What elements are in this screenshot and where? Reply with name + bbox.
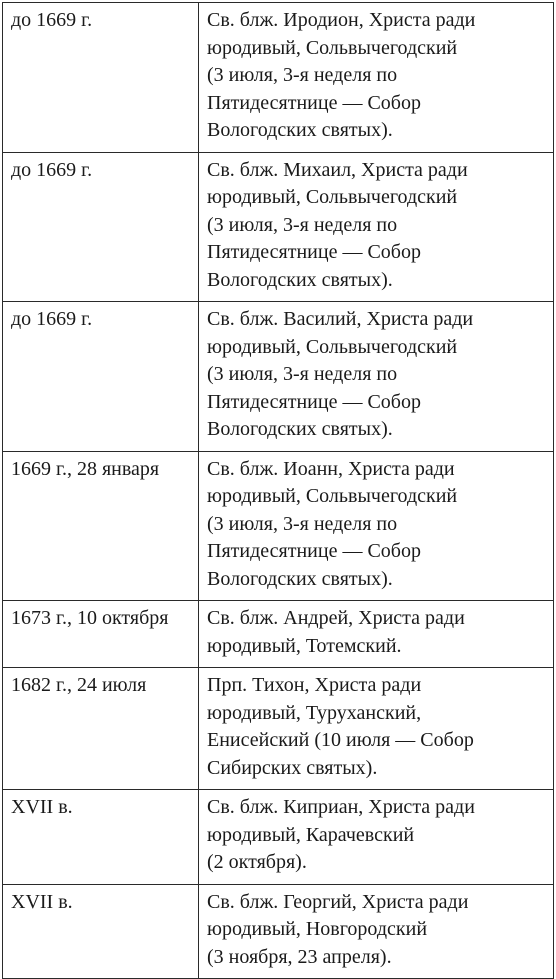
table-row <box>3 451 554 601</box>
date-cell: 1669 г., 28 января <box>3 451 199 601</box>
table-row <box>3 3 554 153</box>
table-row <box>3 668 554 790</box>
table-row <box>3 152 554 302</box>
table-row <box>3 601 554 668</box>
description-cell: Св. блж. Киприан, Христа ради юродивый, Карачевский (2 октября). <box>199 790 554 885</box>
date-cell: до 1669 г. <box>3 152 199 302</box>
saints-table <box>2 2 554 979</box>
date-cell: до 1669 г. <box>3 3 199 153</box>
table-row <box>3 790 554 885</box>
description-cell: Св. блж. Иоанн, Христа ради юродивый, Сольвычегодский (3 июля, 3-я неделя по Пятидесятнице — Собор Вологодских святых). <box>199 451 554 601</box>
description-cell: Св. блж. Михаил, Христа ради юродивый, Сольвычегодский (3 июля, 3-я неделя по Пятидесятнице — Собор Вологодских святых). <box>199 152 554 302</box>
description-cell: Св. блж. Иродион, Христа ради юродивый, Сольвычегодский (3 июля, 3-я неделя по Пятидесятнице — Собор Вологодских святых). <box>199 3 554 153</box>
description-cell: Св. блж. Андрей, Христа ради юродивый, Тотемский. <box>199 601 554 668</box>
table-row <box>3 884 554 979</box>
date-cell: XVII в. <box>3 884 199 979</box>
table-row <box>3 302 554 452</box>
date-cell: до 1669 г. <box>3 302 199 452</box>
date-cell: 1673 г., 10 октября <box>3 601 199 668</box>
date-cell: XVII в. <box>3 790 199 885</box>
description-cell: Св. блж. Василий, Христа ради юродивый, Сольвычегодский (3 июля, 3-я неделя по Пятидесятнице — Собор Вологодских святых). <box>199 302 554 452</box>
date-cell: 1682 г., 24 июля <box>3 668 199 790</box>
description-cell: Св. блж. Георгий, Христа ради юродивый, Новгородский (3 ноября, 23 апреля). <box>199 884 554 979</box>
description-cell: Прп. Тихон, Христа ради юродивый, Туруханский, Енисейский (10 июля — Собор Сибирских святых). <box>199 668 554 790</box>
